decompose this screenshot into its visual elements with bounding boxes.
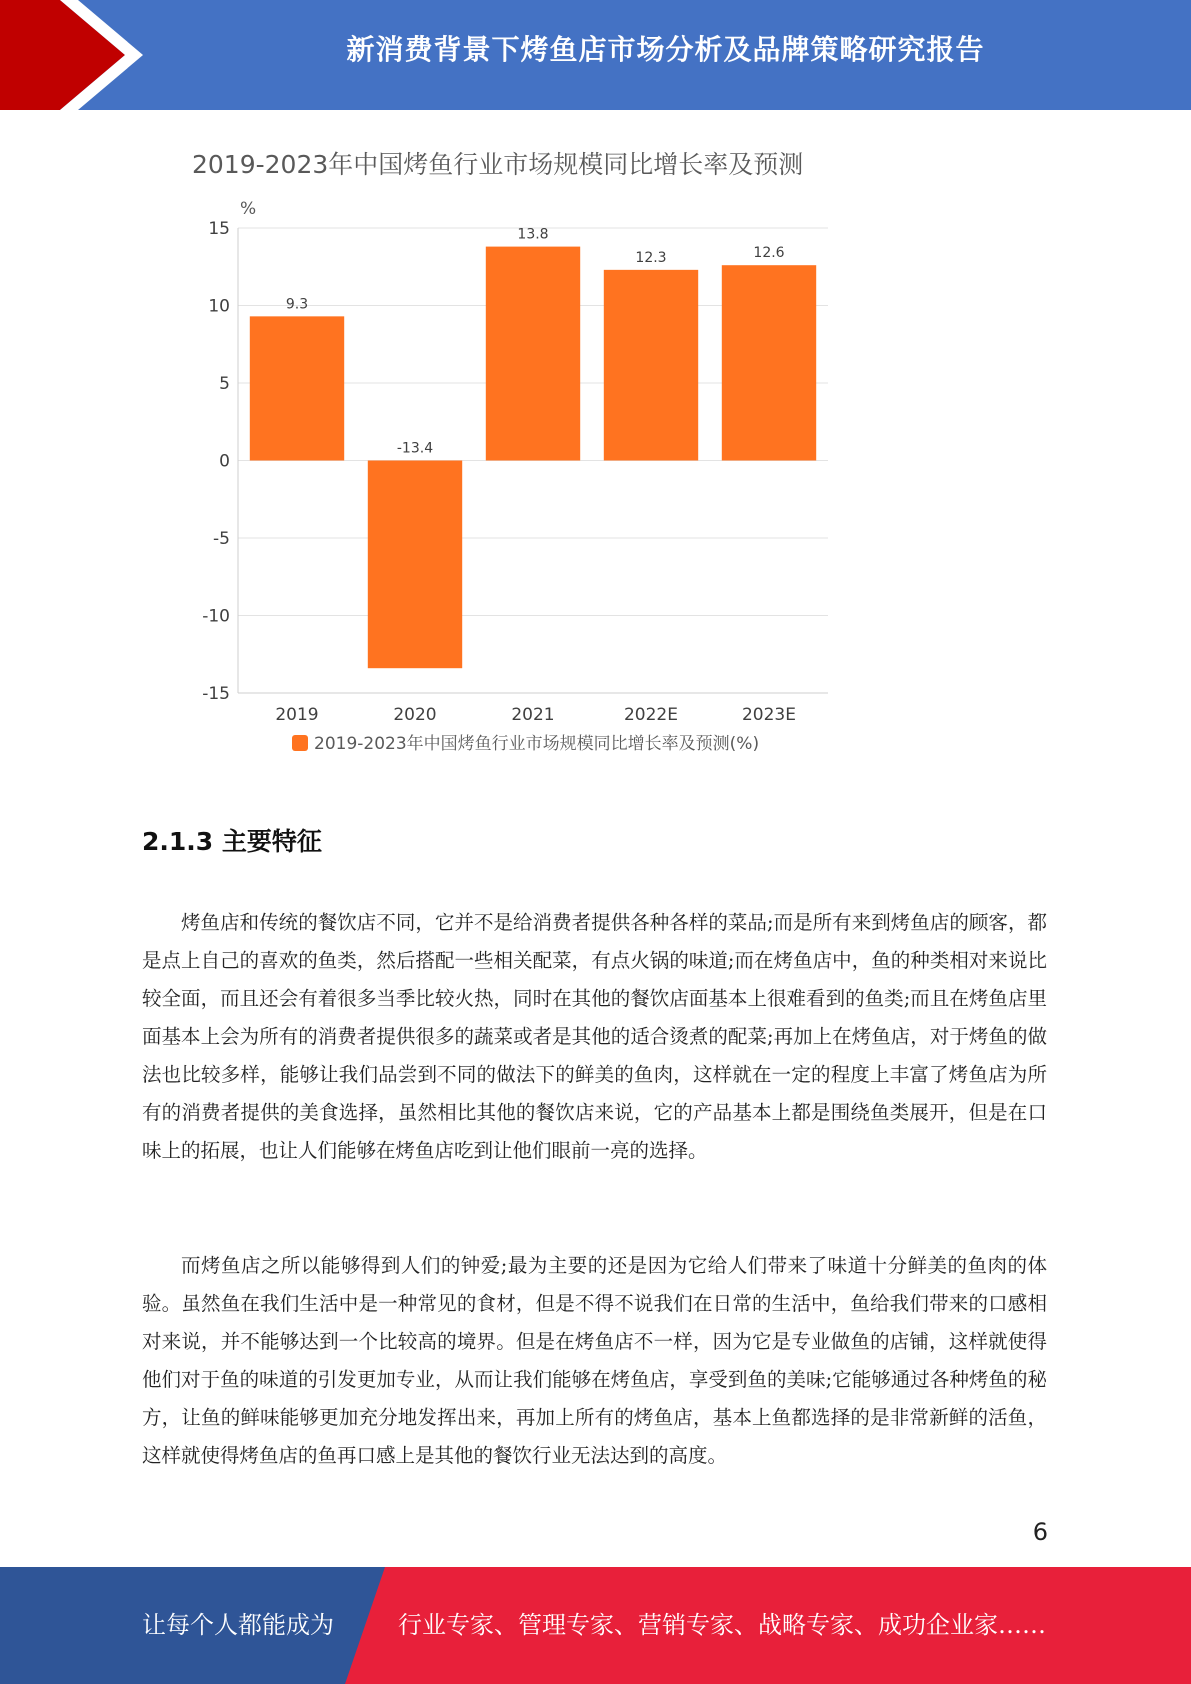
- bar-2020: [368, 461, 462, 669]
- bar-2021: [486, 247, 580, 461]
- x-tick-label: 2021: [511, 705, 555, 725]
- x-tick-label: 2022E: [623, 705, 679, 725]
- x-tick-label: 2019: [275, 705, 319, 725]
- body-paragraph-1: 烤鱼店和传统的餐饮店不同，它并不是给消费者提供各种各样的菜品;而是所有来到烤鱼店的顾客，都是点上自己的喜欢的鱼类，然后搭配一些相关配菜，有点火锅的味道;而在烤鱼店中，鱼的种类相对来说比较全面，而且还会有着很多当季比较火热，同时在其他的餐饮店面基本上很难看到的鱼类;而且在烤鱼店里面基本上会为所有的消费者提供很多的蔬菜或者是其他的适合烫煮的配菜;再加上在烤鱼店，对于烤鱼的做法也比较多样，能够让我们品尝到不同的做法下的鲜美的鱼肉，这样就在一定的程度上丰富了烤鱼店为所有的消费者提供的美食选择，虽然相比其他的餐饮店来说，它的产品基本上都是围绕鱼类展开，但是在口味上的拓展，也让人们能够在烤鱼店吃到让他们眼前一亮的选择。: [142, 911, 1047, 1162]
- chart-svg: [180, 140, 900, 770]
- bar-value-label: -13.4: [396, 440, 434, 457]
- y-tick-label: 5: [219, 374, 230, 394]
- growth-rate-chart: [180, 140, 900, 770]
- bar-value-label: 13.8: [517, 226, 549, 243]
- footer-slogan-right: 行业专家、管理专家、营销专家、战略专家、成功企业家……: [398, 1611, 1046, 1639]
- body-paragraph-2: 而烤鱼店之所以能够得到人们的钟爱;最为主要的还是因为它给人们带来了味道十分鲜美的鱼肉的体验。虽然鱼在我们生活中是一种常见的食材，但是不得不说我们在日常的生活中，鱼给我们带来的口感相对来说，并不能够达到一个比较高的境界。但是在烤鱼店不一样，因为它是专业做鱼的店铺，这样就使得他们对于鱼的味道的引发更加专业，从而让我们能够在烤鱼店，享受到鱼的美味;它能够通过各种烤鱼的秘方，让鱼的鲜味能够更加充分地发挥出来，再加上所有的烤鱼店，基本上鱼都选择的是非常新鲜的活鱼，这样就使得烤鱼店的鱼再口感上是其他的餐饮行业无法达到的高度。: [142, 1254, 1047, 1467]
- y-tick-label: -15: [202, 684, 230, 704]
- y-tick-label: -5: [213, 529, 230, 549]
- page-footer-band: [0, 1567, 1191, 1684]
- header-arrow-decoration: [0, 0, 160, 110]
- y-tick-label: 0: [219, 451, 230, 472]
- legend-swatch: [292, 735, 308, 751]
- y-tick-label: -10: [202, 606, 230, 627]
- y-tick-label: 10: [208, 296, 230, 317]
- bar-value-label: 9.3: [285, 296, 309, 313]
- report-title: 新消费背景下烤鱼店市场分析及品牌策略研究报告: [346, 33, 985, 66]
- chart-title: 2019-2023年中国烤鱼行业市场规模同比增长率及预测: [192, 150, 804, 179]
- footer-slogan-left: 让每个人都能成为: [142, 1611, 334, 1639]
- bar-value-label: 12.3: [635, 249, 667, 266]
- page-number: 6: [1032, 1518, 1048, 1546]
- bar-value-label: 12.6: [753, 245, 785, 262]
- legend-label: 2019-2023年中国烤鱼行业市场规模同比增长率及预测(%): [314, 734, 760, 754]
- y-axis-unit-label: %: [240, 199, 257, 219]
- section-heading: 2.1.3 主要特征: [142, 827, 322, 856]
- page-header-band: [0, 0, 1191, 110]
- bar-2023E: [722, 265, 816, 460]
- x-tick-label: 2020: [393, 705, 437, 725]
- bar-2022E: [604, 270, 698, 461]
- y-tick-label: 15: [208, 219, 230, 239]
- x-tick-label: 2023E: [741, 705, 797, 725]
- bar-2019: [250, 316, 344, 460]
